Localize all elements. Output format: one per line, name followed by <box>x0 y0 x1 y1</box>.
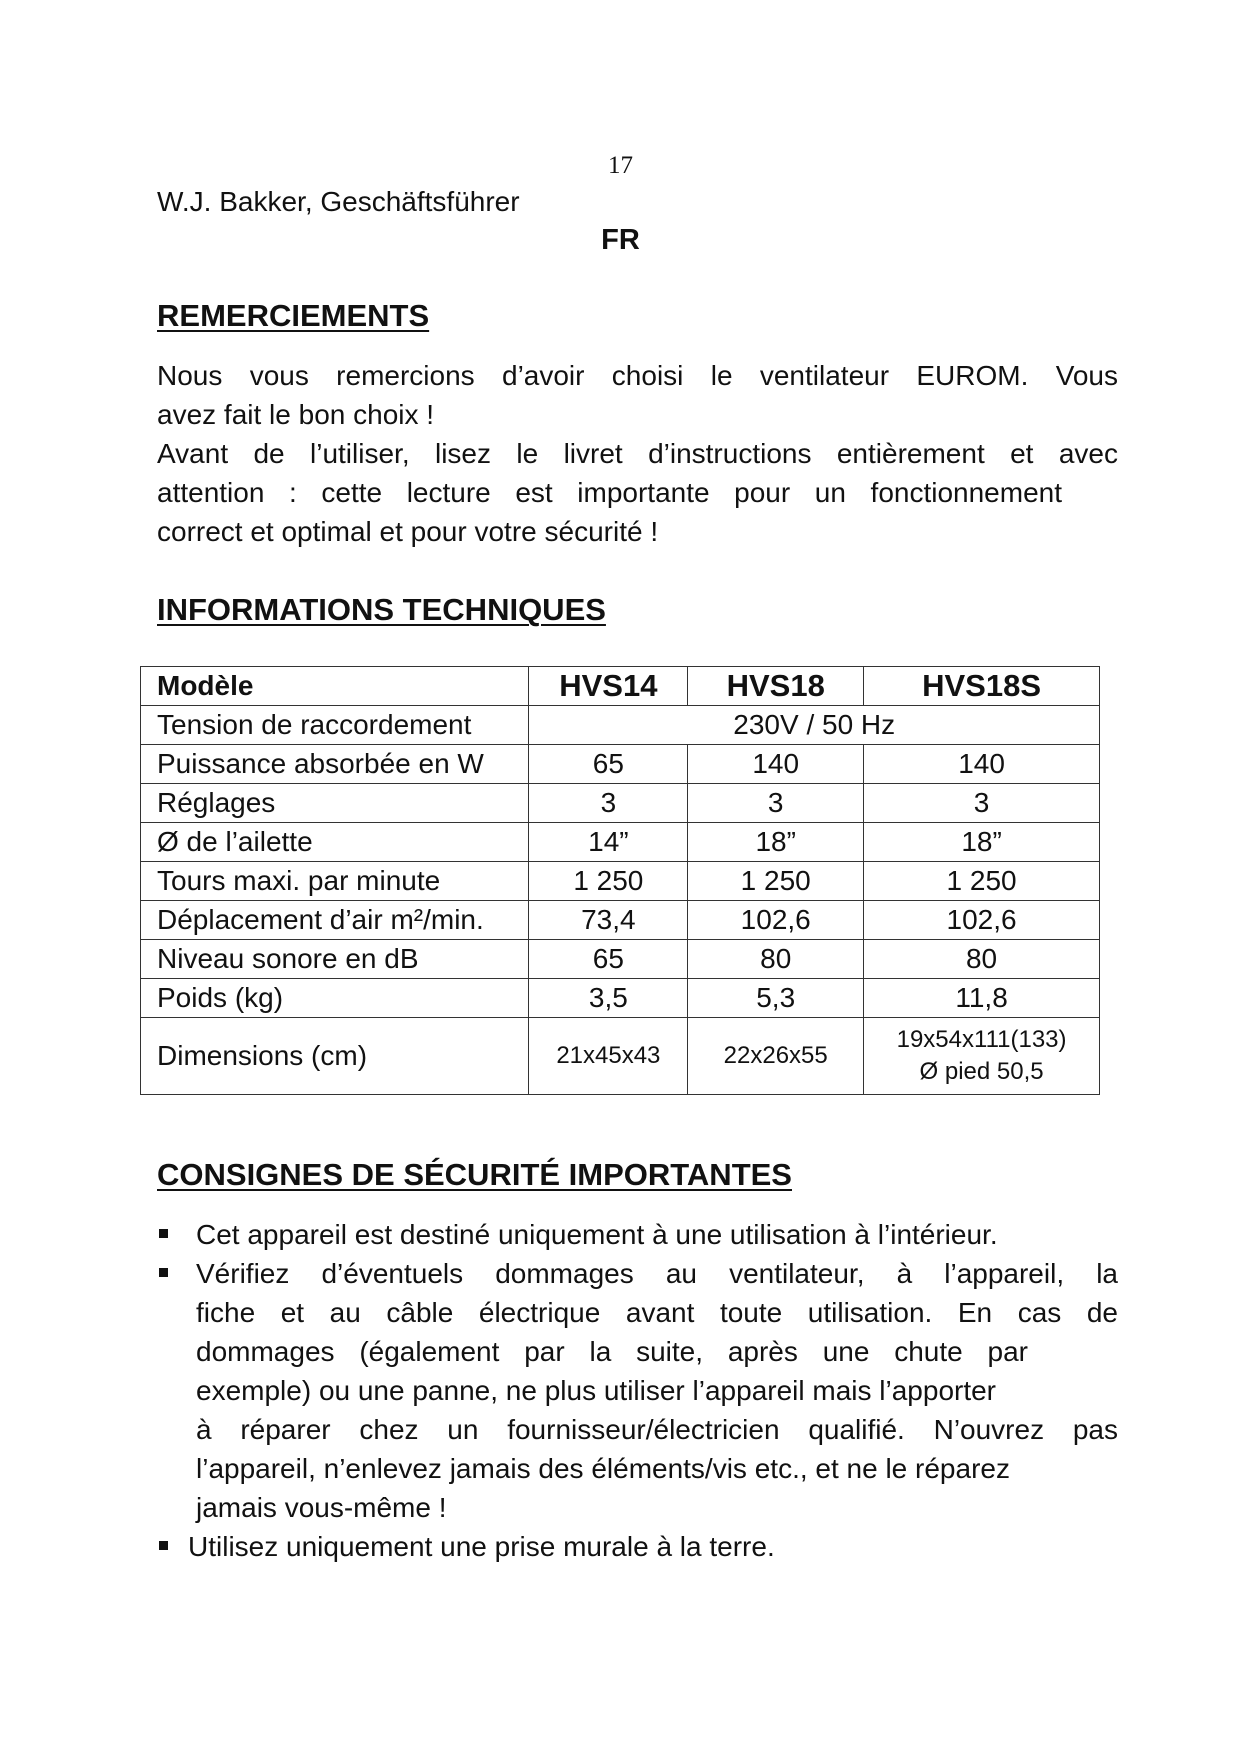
cell: 140 <box>864 745 1100 784</box>
table-header-row <box>141 667 1100 706</box>
cell: 73,4 <box>529 901 688 940</box>
header-cell: HVS14 <box>529 667 688 706</box>
row-label: Tours maxi. par minute <box>141 862 529 901</box>
cell: 1 250 <box>864 862 1100 901</box>
row-label: Tension de raccordement <box>141 706 529 745</box>
cell: 80 <box>864 940 1100 979</box>
list-item-text: Utilisez uniquement une prise murale à la terre. <box>188 1531 775 1562</box>
cell: 21x45x43 <box>529 1018 688 1095</box>
list-item-text: Cet appareil est destiné uniquement à une utilisation à l’intérieur. <box>196 1219 998 1250</box>
cell: 1 250 <box>688 862 864 901</box>
list-item-line: jamais vous-même ! <box>196 1492 447 1523</box>
table-row <box>141 784 1100 823</box>
list-item-line: dommages (également par la suite, après une chute par <box>196 1336 1028 1367</box>
bullet-square-icon <box>159 1541 168 1550</box>
spec-table <box>140 666 1100 1095</box>
list-item-line: Vérifiez d’éventuels dommages au ventilateur, à l’appareil, la <box>196 1258 1118 1289</box>
cell-line: 19x54x111(133) <box>896 1026 1067 1053</box>
row-label: Réglages <box>141 784 529 823</box>
cell: 65 <box>529 745 688 784</box>
row-label: Niveau sonore en dB <box>141 940 529 979</box>
voltage-value: 230V / 50 Hz <box>529 706 1100 745</box>
thanks-line: avez fait le bon choix ! <box>157 399 435 430</box>
cell: 3,5 <box>529 979 688 1018</box>
safety-heading: CONSIGNES DE SÉCURITÉ IMPORTANTES <box>157 1157 792 1192</box>
row-label: Ø de l’ailette <box>141 823 529 862</box>
thanks-line: Nous vous remercions d’avoir choisi le ventilateur EUROM. Vous <box>157 360 1118 391</box>
cell: 3 <box>864 784 1100 823</box>
thanks-paragraph <box>157 356 1118 551</box>
table-row <box>141 862 1100 901</box>
table-row <box>141 745 1100 784</box>
list-item <box>157 1527 1118 1566</box>
list-item <box>157 1215 1118 1254</box>
row-label: Poids (kg) <box>141 979 529 1018</box>
language-code: FR <box>601 224 640 256</box>
table-row <box>141 1018 1100 1095</box>
list-item-line: exemple) ou une panne, ne plus utiliser l’appareil mais l’apporter <box>196 1375 997 1406</box>
safety-list <box>157 1215 1118 1566</box>
thanks-line: attention : cette lecture est importante pour un fonctionnement <box>157 477 1062 508</box>
table-row <box>141 940 1100 979</box>
thanks-line: correct et optimal et pour votre sécurité ! <box>157 516 659 547</box>
cell: 1 250 <box>529 862 688 901</box>
row-label: Déplacement d’air m²/min. <box>141 901 529 940</box>
page-number: 17 <box>608 152 633 179</box>
bullet-square-icon <box>159 1268 168 1277</box>
header-cell: HVS18S <box>864 667 1100 706</box>
table-row <box>141 901 1100 940</box>
cell: 18” <box>864 823 1100 862</box>
thanks-line: Avant de l’utiliser, lisez le livret d’instructions entièrement et avec <box>157 438 1118 469</box>
list-item-line: à réparer chez un fournisseur/électricien qualifié. N’ouvrez pas <box>196 1414 1118 1445</box>
cell: 14” <box>529 823 688 862</box>
thanks-heading: REMERCIEMENTS <box>157 298 430 333</box>
cell: 18” <box>688 823 864 862</box>
header-cell: Modèle <box>141 667 529 706</box>
cell <box>864 1018 1100 1095</box>
bullet-square-icon <box>159 1229 168 1238</box>
table-row <box>141 979 1100 1018</box>
table-row <box>141 706 1100 745</box>
cell: 3 <box>688 784 864 823</box>
row-label: Dimensions (cm) <box>141 1018 529 1095</box>
cell: 102,6 <box>688 901 864 940</box>
cell: 140 <box>688 745 864 784</box>
list-item-line: fiche et au câble électrique avant toute utilisation. En cas de <box>196 1297 1118 1328</box>
cell: 5,3 <box>688 979 864 1018</box>
tech-heading: INFORMATIONS TECHNIQUES <box>157 592 606 627</box>
table-row <box>141 823 1100 862</box>
cell: 65 <box>529 940 688 979</box>
cell: 22x26x55 <box>688 1018 864 1095</box>
list-item-line: l’appareil, n’enlevez jamais des éléments/vis etc., et ne le réparez <box>196 1453 1010 1484</box>
cell-line: Ø pied 50,5 <box>919 1058 1044 1085</box>
cell: 80 <box>688 940 864 979</box>
signature: W.J. Bakker, Geschäftsführer <box>157 186 520 217</box>
cell: 11,8 <box>864 979 1100 1018</box>
cell: 3 <box>529 784 688 823</box>
header-cell: HVS18 <box>688 667 864 706</box>
row-label: Puissance absorbée en W <box>141 745 529 784</box>
list-item <box>157 1254 1118 1527</box>
cell: 102,6 <box>864 901 1100 940</box>
